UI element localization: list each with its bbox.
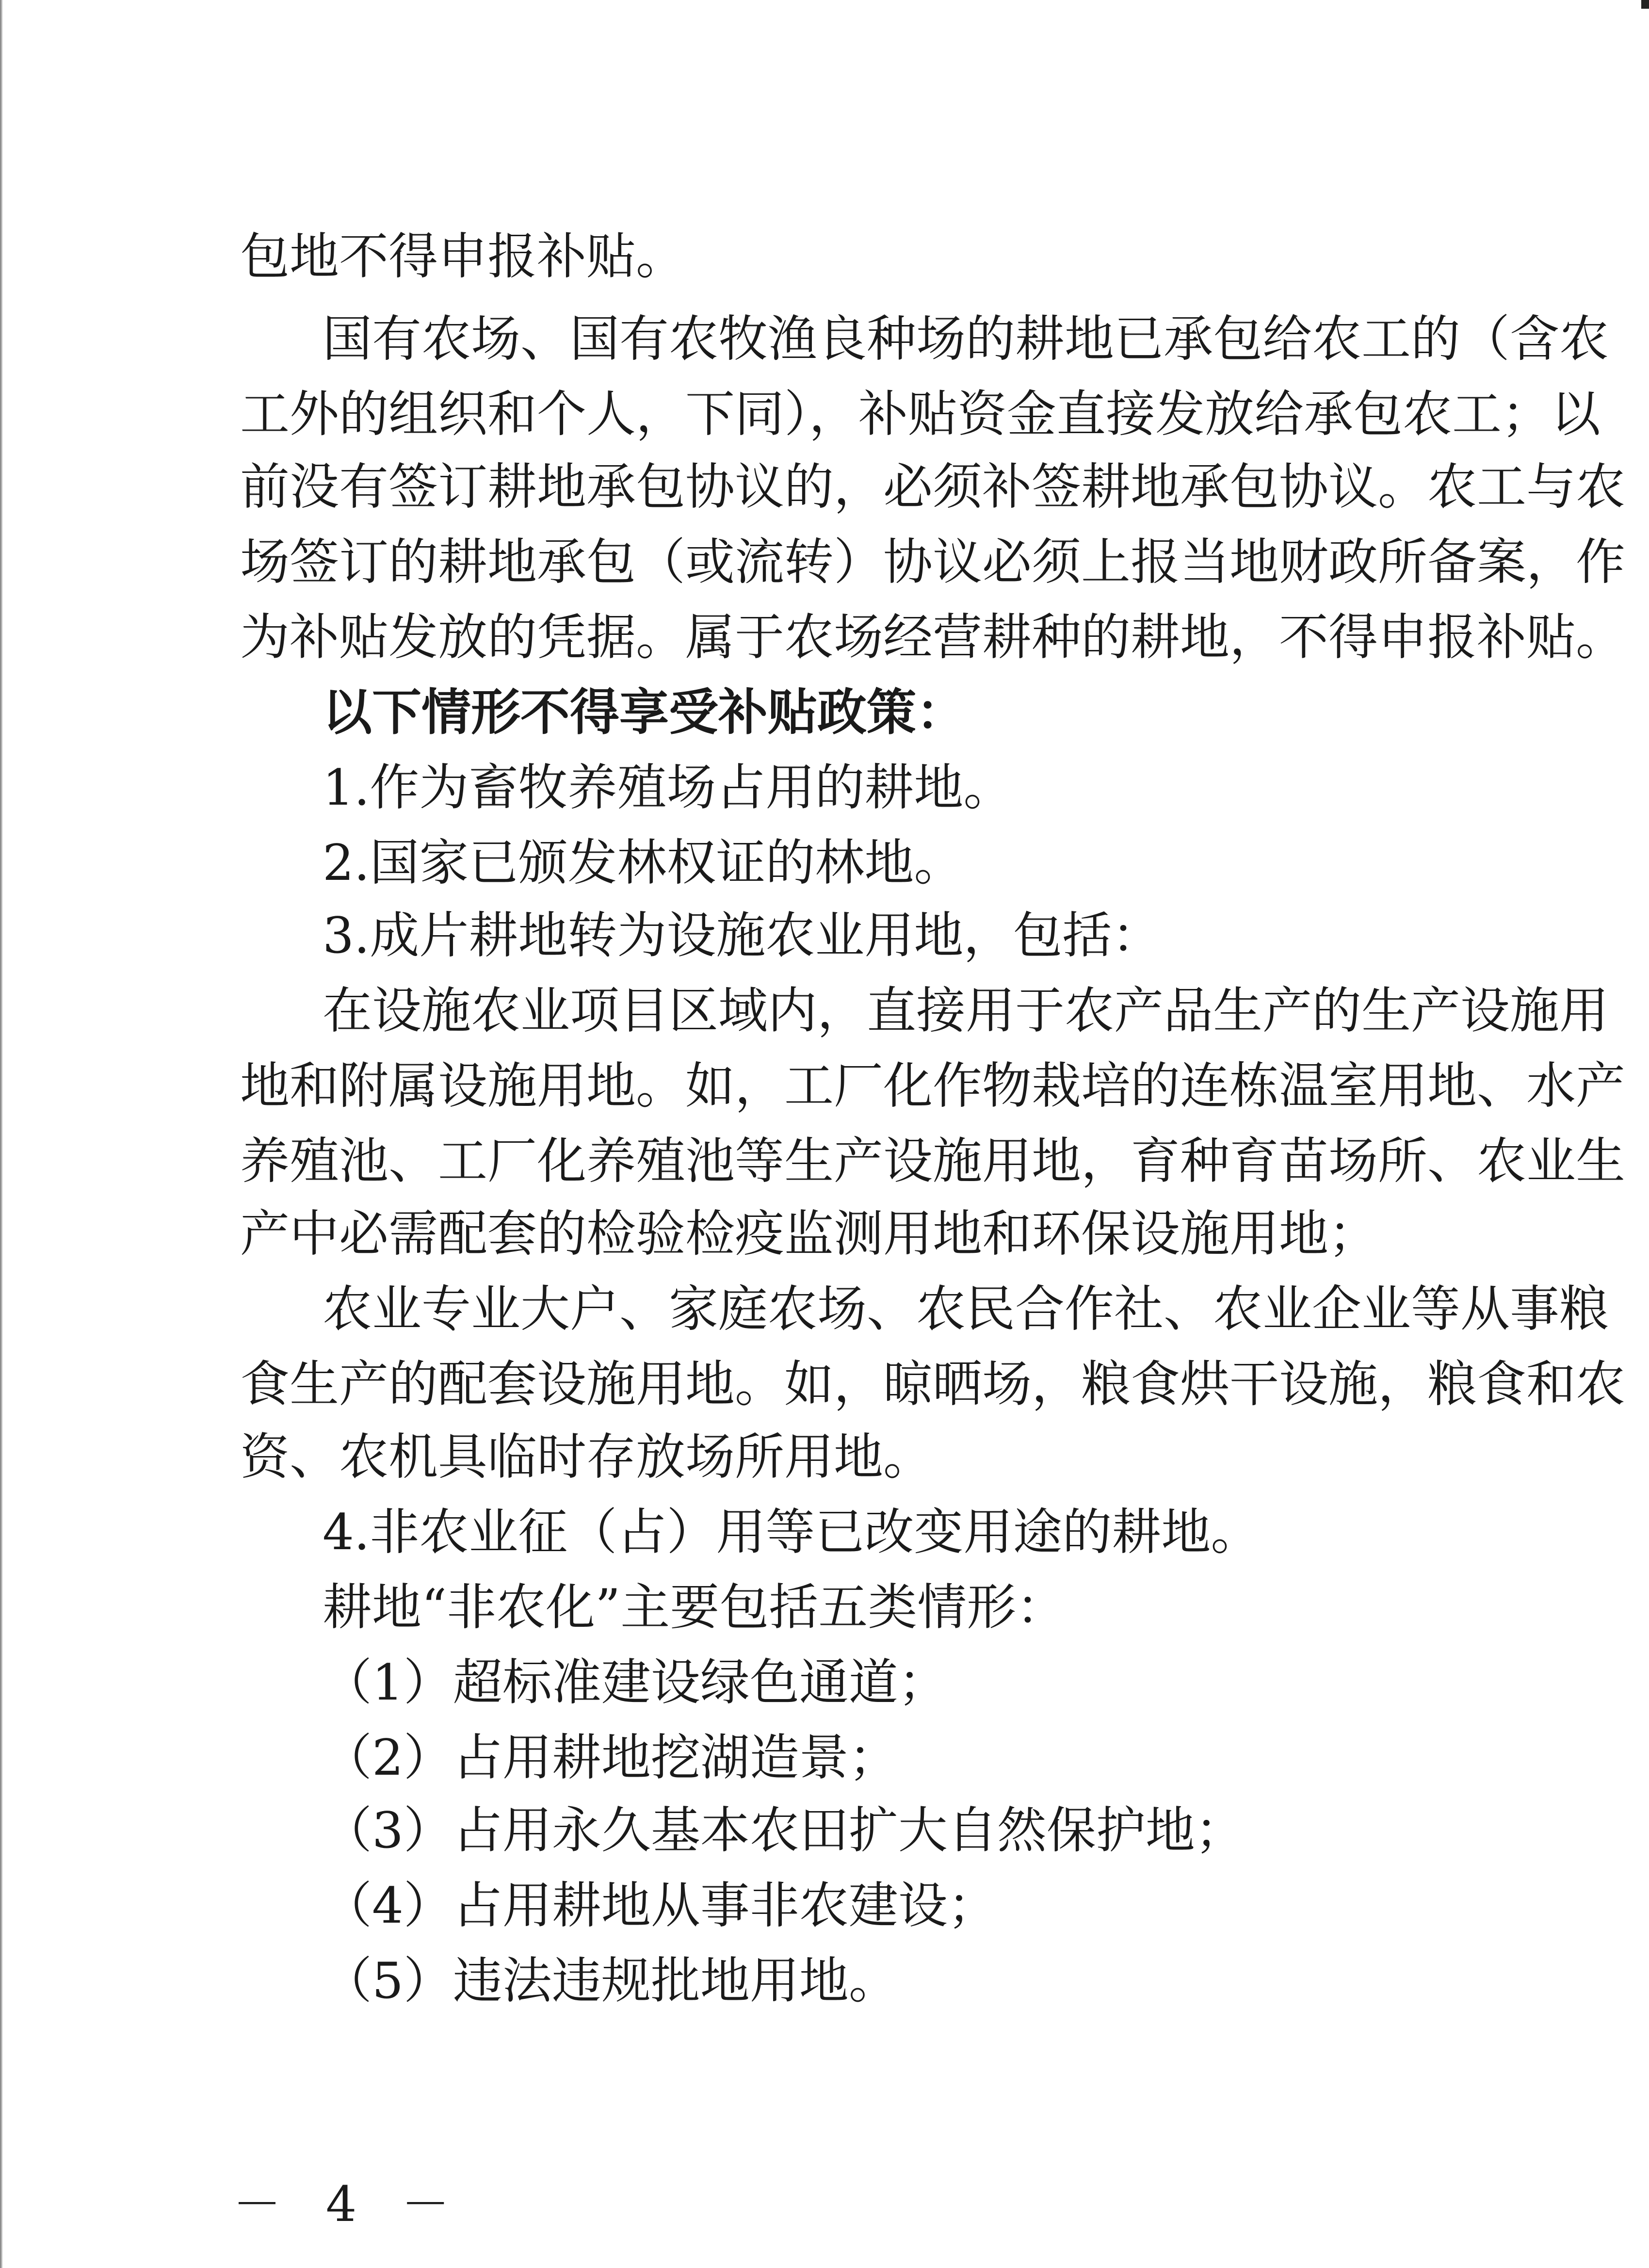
section-heading: 以下情形不得享受补贴政策： xyxy=(323,684,966,742)
list-item: （4）占用耕地从事非农建设； xyxy=(323,1877,997,1935)
list-item: 1.作为畜牧养殖场占用的耕地。 xyxy=(323,759,1013,817)
list-item: （3）占用永久基本农田扩大自然保护地； xyxy=(323,1802,1245,1860)
text-line: 地和附属设施用地。如，工厂化作物栽培的连栋温室用地、水产 xyxy=(240,1057,1625,1115)
text-line: 食生产的配套设施用地。如，晾晒场，粮食烘干设施，粮食和农 xyxy=(240,1356,1625,1413)
text-line: 国有农场、国有农牧渔良种场的耕地已承包给农工的（含农 xyxy=(323,310,1609,368)
text-line: 农业专业大户、家庭农场、农民合作社、农业企业等从事粮 xyxy=(323,1280,1609,1338)
text-line: 产中必需配套的检验检疫监测用地和环保设施用地； xyxy=(240,1205,1378,1263)
text-line: 在设施农业项目区域内，直接用于农产品生产的生产设施用 xyxy=(323,982,1609,1040)
text-line: 包地不得申报补贴。 xyxy=(240,228,685,286)
scan-edge-shadow xyxy=(0,0,3,2268)
text-line: 前没有签订耕地承包协议的，必须补签耕地承包协议。农工与农 xyxy=(240,458,1625,516)
text-line: 耕地“非农化”主要包括五类情形： xyxy=(323,1579,1066,1636)
text-line: 工外的组织和个人，下同），补贴资金直接发放给承包农工；以 xyxy=(240,386,1600,443)
text-line: 为补贴发放的凭据。属于农场经营耕种的耕地，不得申报补贴。 xyxy=(240,609,1625,666)
scan-corner-mark xyxy=(1641,0,1649,9)
page-number: － 4 － xyxy=(233,2176,465,2233)
list-item: （2）占用耕地挖湖造景； xyxy=(323,1729,898,1787)
list-item: （1）超标准建设绿色通道； xyxy=(323,1654,948,1712)
text-line: 养殖池、工厂化养殖池等生产设施用地，育种育苗场所、农业生 xyxy=(240,1133,1625,1190)
list-item: （5）违法违规批地用地。 xyxy=(323,1952,898,2010)
list-item: 2.国家已颁发林权证的林地。 xyxy=(323,834,964,892)
list-item: 3.成片耕地转为设施农业用地，包括： xyxy=(323,907,1162,965)
text-line: 资、农机具临时存放场所用地。 xyxy=(240,1428,933,1486)
text-line: 场签订的耕地承包（或流转）协议必须上报当地财政所备案，作 xyxy=(240,534,1625,591)
list-item: 4.非农业征（占）用等已改变用途的耕地。 xyxy=(323,1504,1261,1561)
